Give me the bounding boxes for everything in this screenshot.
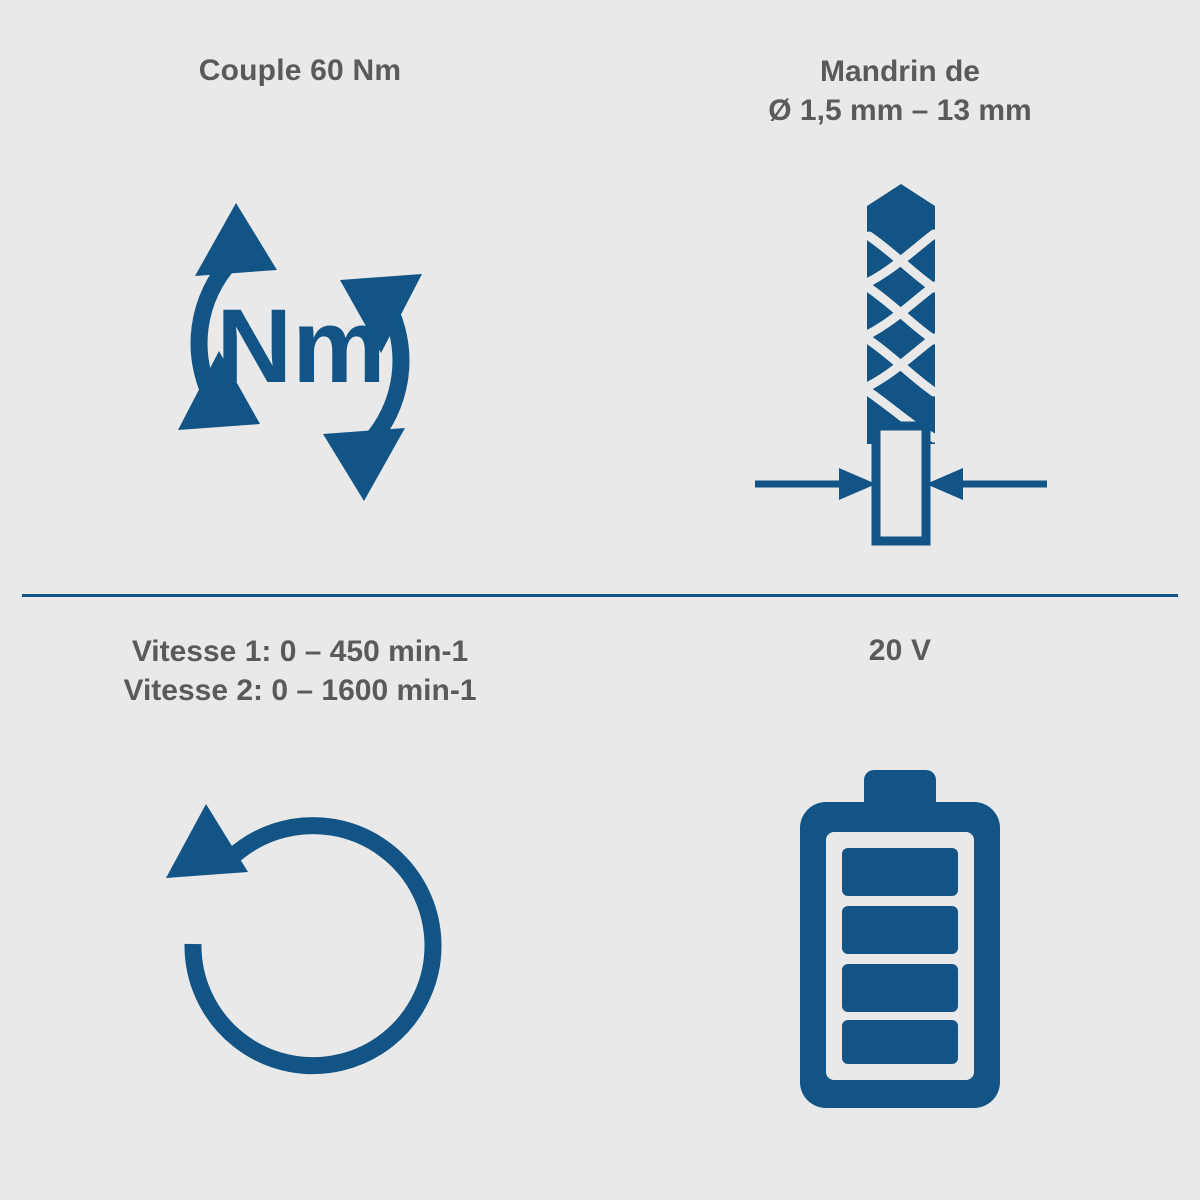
battery-caption: 20 V xyxy=(868,634,932,667)
section-divider xyxy=(22,594,1178,597)
torque-caption: Couple 60 Nm xyxy=(198,54,402,87)
chuck-caption xyxy=(768,52,1031,130)
battery-icon xyxy=(790,770,1010,1110)
torque-icon-label: Nm xyxy=(216,288,386,406)
panel-speed xyxy=(0,600,600,1200)
battery-icon-wrap xyxy=(600,680,1200,1200)
drill-bit-diameter-icon xyxy=(735,176,1065,556)
rotation-arrow-icon xyxy=(130,792,460,1122)
panel-torque xyxy=(0,0,600,600)
speed-caption-line-2: Vitesse 2: 0 – 1600 min-1 xyxy=(123,674,477,707)
panel-battery xyxy=(600,600,1200,1200)
speed-caption-line-1: Vitesse 1: 0 – 450 min-1 xyxy=(131,635,469,668)
panel-chuck xyxy=(600,0,1200,600)
speed-caption xyxy=(124,632,477,710)
chuck-icon-wrap xyxy=(600,132,1200,600)
chuck-caption-line-2: Ø 1,5 mm – 13 mm xyxy=(768,94,1032,127)
torque-icon-wrap xyxy=(0,104,600,600)
chuck-caption-line-1: Mandrin de xyxy=(819,55,980,88)
speed-icon-wrap xyxy=(0,714,595,1200)
torque-circular-arrows-icon xyxy=(135,177,465,527)
